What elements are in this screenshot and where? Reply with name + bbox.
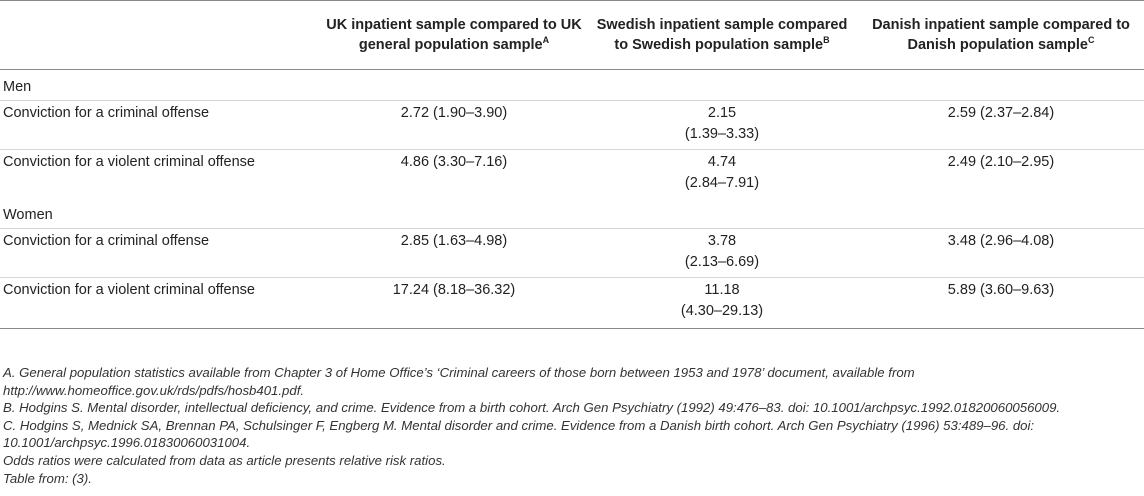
uk-value: 17.24 (8.18–36.32): [322, 278, 586, 329]
footnote-odds: Odds ratios were calculated from data as article presents relative risk ratios.: [3, 452, 446, 468]
sweden-or: 4.74: [707, 154, 737, 170]
uk-value: 2.85 (1.63–4.98): [322, 229, 586, 278]
header-sweden-text: Swedish inpatient sample compared to Swedish population sample: [596, 17, 848, 53]
header-sweden: [586, 1, 858, 70]
group-label-men: Men: [3, 79, 32, 95]
header-uk-sup: A: [542, 35, 550, 46]
group-label-women: Women: [3, 207, 53, 223]
row-label: Conviction for a criminal offense: [0, 101, 322, 150]
sweden-ci: (2.13–6.69): [684, 254, 760, 270]
uk-value: 4.86 (3.30–7.16): [322, 150, 586, 199]
header-sweden-sup: B: [823, 35, 830, 46]
row-label: Conviction for a violent criminal offense: [0, 150, 322, 199]
row-label: Conviction for a criminal offense: [0, 229, 322, 278]
denmark-value: 5.89 (3.60–9.63): [858, 278, 1144, 329]
sweden-ci: (4.30–29.13): [680, 303, 764, 319]
table-footnotes: [3, 364, 1141, 487]
table-row: [0, 101, 1144, 150]
table-row: [0, 278, 1144, 329]
group-row-women: [0, 198, 1144, 229]
sweden-value: [586, 150, 858, 199]
row-label: Conviction for a violent criminal offense: [0, 278, 322, 329]
sweden-value: [586, 229, 858, 278]
header-denmark: [858, 1, 1144, 70]
denmark-value: 2.49 (2.10–2.95): [858, 150, 1144, 199]
table-row: [0, 150, 1144, 199]
denmark-value: 3.48 (2.96–4.08): [858, 229, 1144, 278]
sweden-or: 3.78: [707, 233, 737, 249]
header-uk: [322, 1, 586, 70]
sweden-ci: (2.84–7.91): [684, 175, 760, 191]
uk-value: 2.72 (1.90–3.90): [322, 101, 586, 150]
header-row: [0, 1, 1144, 70]
header-uk-text: UK inpatient sample compared to UK general population sample: [326, 17, 582, 53]
header-denmark-sup: C: [1087, 35, 1095, 46]
sweden-value: [586, 278, 858, 329]
sweden-value: [586, 101, 858, 150]
sweden-ci: (1.39–3.33): [684, 126, 760, 142]
sweden-or: 2.15: [707, 105, 737, 121]
header-denmark-text: Danish inpatient sample compared to Danish population sample: [872, 17, 1130, 53]
footnote-source: Table from: (3).: [3, 470, 92, 486]
sweden-or: 11.18: [704, 282, 740, 298]
denmark-value: 2.59 (2.37–2.84): [858, 101, 1144, 150]
header-empty: [0, 1, 322, 70]
footnote-c: C. Hodgins S, Mednick SA, Brennan PA, Schulsinger F, Engberg M. Mental disorder and crime. Evidence from a Danish birth cohort. Arch Gen Psychiatry (1996) 53:489–96. doi: 10.1001/archpsyc.1996.01830060031004.: [3, 417, 1035, 451]
footnote-b: B. Hodgins S. Mental disorder, intellectual deficiency, and crime. Evidence from a birth cohort. Arch Gen Psychiatry (1992) 49:476–83. doi: 10.1001/archpsyc.1992.01820060056009.: [3, 400, 1061, 416]
group-row-men: [0, 70, 1144, 101]
footnote-a: A. General population statistics available from Chapter 3 of Home Office’s ‘Criminal careers of those born between 1953 and 1978’ document, available from http://www.homeoffice.gov.uk/rds/pdfs/hosb401.pdf.: [3, 365, 915, 398]
table-row: [0, 229, 1144, 278]
